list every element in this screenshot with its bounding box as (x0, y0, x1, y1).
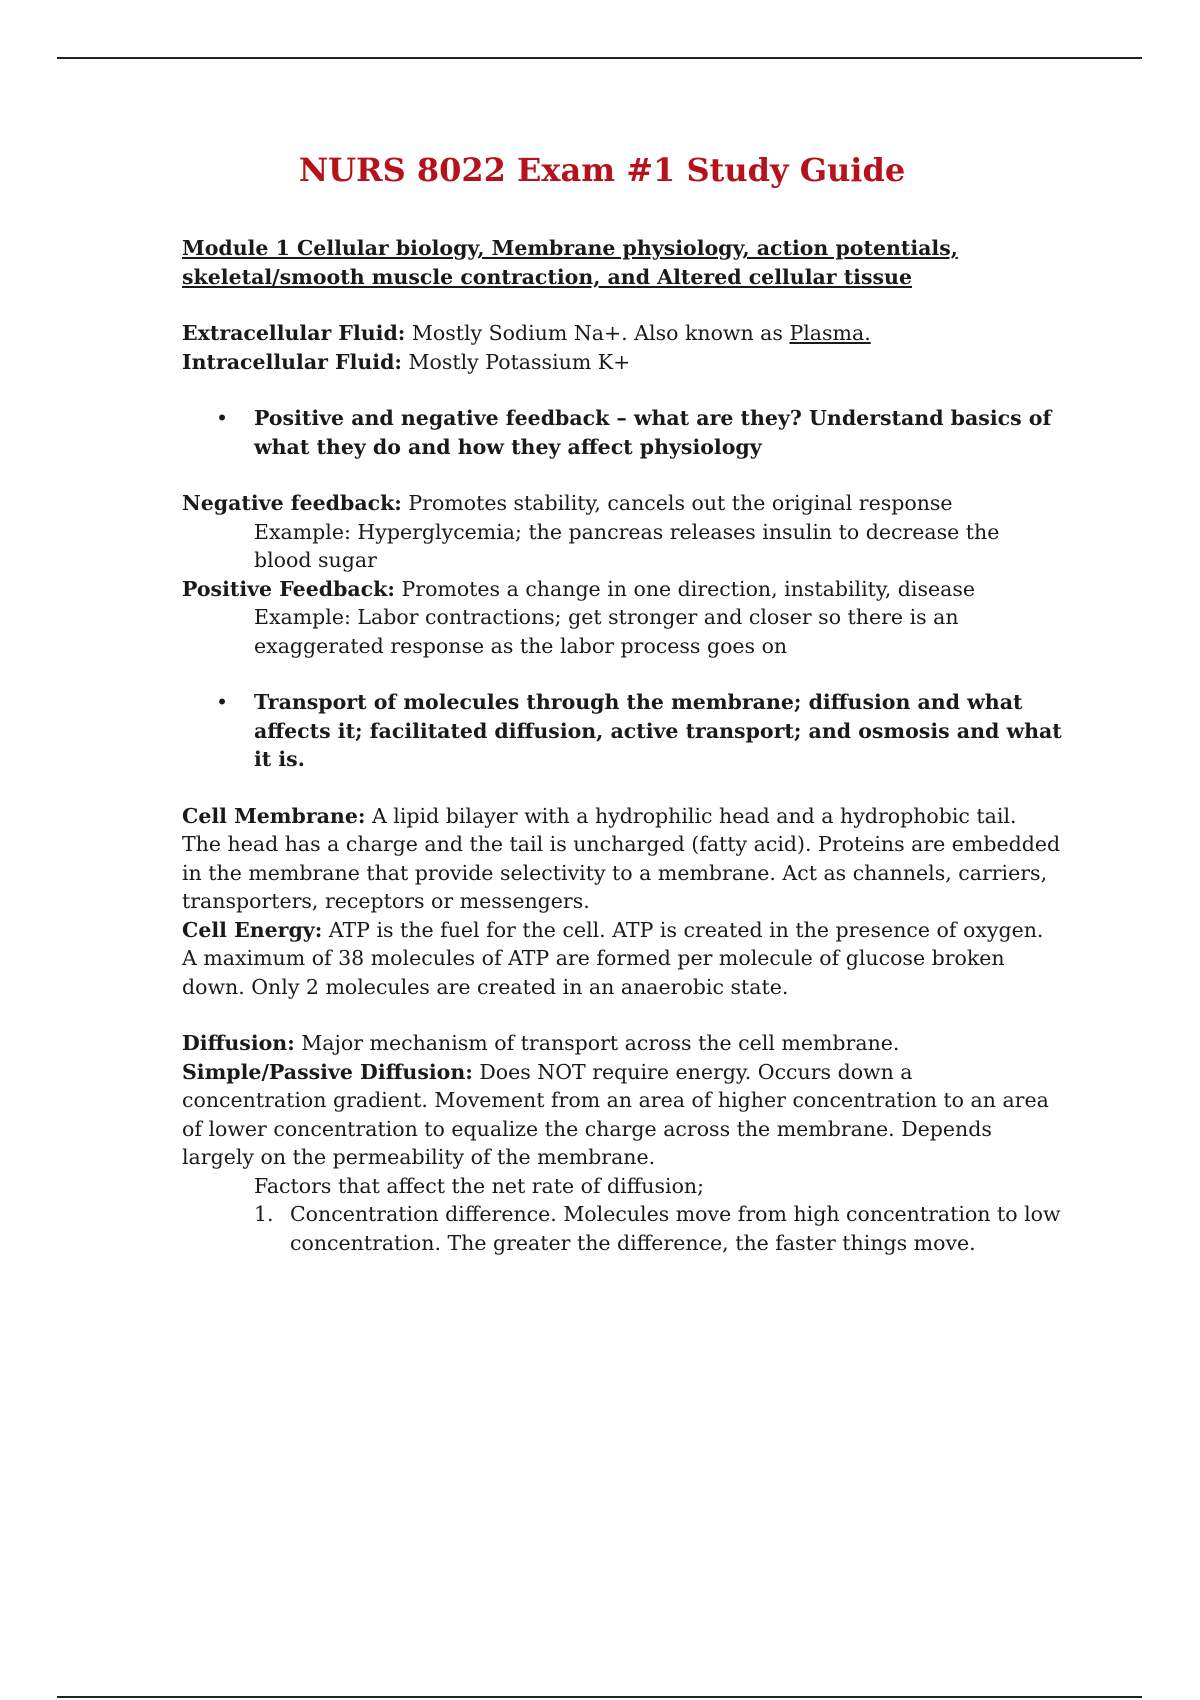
bullet-transport (182, 688, 1062, 774)
cell-membrane-text: A lipid bilayer with a hydrophilic head and a hydrophobic tail. The head has a charge and the tail is uncharged (fatty acid). Proteins are embedded in the membrane that provide selectivity to a membrane. Act as channels, carriers, transporters, receptors or messengers. (182, 803, 1061, 913)
positive-feedback-line (182, 575, 1062, 604)
intracellular-fluid-label: Intracellular Fluid: (182, 349, 402, 374)
positive-feedback-example: Example: Labor contractions; get stronger and closer so there is an exaggerated response as the labor process goes on (254, 605, 959, 658)
positive-feedback-text: Promotes a change in one direction, instability, disease (394, 576, 976, 601)
factors-intro: Factors that affect the net rate of diffusion; (254, 1173, 705, 1198)
bullet-transport-text: Transport of molecules through the membrane; diffusion and what affects it; facilitated diffusion, active transport; and osmosis and what it is. (254, 690, 1062, 771)
diffusion-label: Diffusion: (182, 1031, 295, 1055)
cell-membrane-label: Cell Membrane: (182, 803, 366, 828)
bottom-rule (57, 1696, 1142, 1698)
simple-diffusion-label: Simple/Passive Diffusion: (182, 1059, 473, 1084)
plasma-term: Plasma. (789, 321, 871, 345)
simple-diffusion-paragraph (182, 1058, 1062, 1172)
extracellular-fluid-line (182, 319, 1062, 348)
document-body (182, 150, 1062, 1257)
module-heading: Module 1 Cellular biology, Membrane physiology, action potentials, skeletal/smooth muscle contraction, and Altered cellular tissue (182, 236, 958, 289)
diffusion-line (182, 1029, 1062, 1058)
bullet-marker: • (216, 406, 229, 430)
cell-energy-paragraph (182, 916, 1062, 1002)
cell-energy-text: ATP is the fuel for the cell. ATP is created in the presence of oxygen. A maximum of 38 molecules of ATP are formed per molecule of glucose broken down. Only 2 molecules are created in an anaerobic state. (182, 917, 1044, 999)
factor-text: Concentration difference. Molecules move from high concentration to low concentration. The greater the difference, the faster things move. (290, 1202, 1061, 1255)
intracellular-fluid-line (182, 348, 1062, 377)
bullet-feedback-text: Positive and negative feedback – what are they? Understand basics of what they do and how they affect physiology (254, 406, 1052, 459)
bullet-feedback (182, 404, 1062, 461)
cell-energy-label: Cell Energy: (182, 917, 323, 942)
factor-number: 1. (254, 1202, 274, 1226)
diffusion-text: Major mechanism of transport across the cell membrane. (294, 1031, 900, 1055)
simple-diffusion-text: Does NOT require energy. Occurs down a concentration gradient. Movement from an area of higher concentration to an area of lower concentration to equalize the charge across the membrane. Depends largely on the permeability of the membrane. (182, 1059, 1049, 1169)
negative-feedback-label: Negative feedback: (182, 491, 402, 515)
negative-feedback-line (182, 489, 1062, 518)
factor-item (182, 1200, 1062, 1257)
cell-membrane-paragraph (182, 802, 1062, 916)
intracellular-fluid-text: Mostly Potassium K+ (402, 349, 631, 374)
negative-feedback-example: Example: Hyperglycemia; the pancreas releases insulin to decrease the blood sugar (254, 519, 1000, 572)
document-title: NURS 8022 Exam #1 Study Guide (298, 151, 906, 189)
extracellular-fluid-label: Extracellular Fluid: (182, 321, 406, 345)
bullet-marker: • (216, 690, 229, 714)
negative-feedback-text: Promotes stability, cancels out the original response (401, 491, 953, 515)
extracellular-fluid-text: Mostly Sodium Na+. Also known as (405, 321, 790, 345)
top-rule (57, 57, 1142, 59)
positive-feedback-label: Positive Feedback: (182, 576, 395, 601)
